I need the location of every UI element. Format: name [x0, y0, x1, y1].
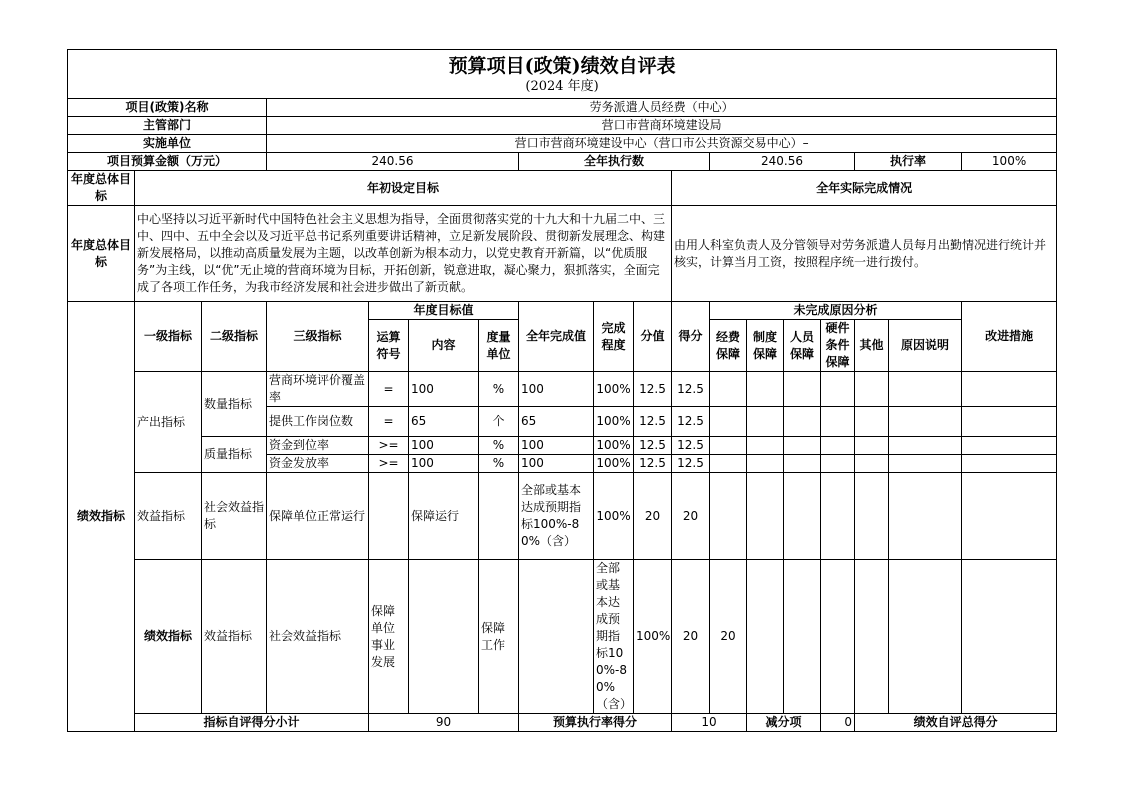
indicator-points: 12.5: [634, 437, 672, 455]
full-year-value-header: 全年完成值: [519, 302, 594, 372]
rate-label: 执行率: [855, 153, 962, 171]
indicator-completion: 100%: [594, 437, 634, 455]
indicator-unit: %: [479, 455, 519, 473]
indicator-points: 12.5: [634, 455, 672, 473]
benefit-label-2: 效益指标: [202, 560, 267, 714]
level2-header: 二级指标: [202, 302, 267, 372]
goals-header-label: 年度总体目标: [68, 171, 135, 206]
subtotal-value: 90: [369, 714, 519, 732]
indicator-score: 12.5: [672, 437, 710, 455]
system-header: 制度保障: [747, 320, 784, 372]
indicator-content: 100: [409, 437, 479, 455]
indicator-value: 全部或基本达成预期指标100%-80%（含）: [519, 473, 594, 560]
indicator-completion: 100%: [594, 407, 634, 437]
points-header: 分值: [634, 302, 672, 372]
department-value: 营口市营商环境建设局: [267, 117, 1057, 135]
indicator-value: 100: [519, 455, 594, 473]
project-name-value: 劳务派遣人员经费（中心）: [267, 99, 1057, 117]
executed-value: 240.56: [710, 153, 855, 171]
indicator-operator: >=: [369, 437, 409, 455]
social-benefit-label-2: 社会效益指标: [267, 560, 369, 714]
indicator-content: 保障运行: [409, 473, 479, 560]
quality-label: 质量指标: [202, 437, 267, 473]
budget-label: 项目预算金额（万元）: [68, 153, 267, 171]
operator-header: 运算符号: [369, 320, 409, 372]
deduct-value: 0: [821, 714, 855, 732]
content-header: 内容: [409, 320, 479, 372]
title-block: [68, 50, 1057, 99]
indicator-score: 20: [672, 473, 710, 560]
indicator-operator: =: [369, 372, 409, 407]
executed-label: 全年执行数: [519, 153, 710, 171]
unit-value: 营口市营商环境建设中心（营口市公共资源交易中心）–: [267, 135, 1057, 153]
budget-score-label: 预算执行率得分: [519, 714, 672, 732]
rate-value: 100%: [962, 153, 1057, 171]
project-name-label: 项目(政策)名称: [68, 99, 267, 117]
indicator-operator: =: [369, 407, 409, 437]
incomplete-header: 未完成原因分析: [710, 302, 962, 320]
indicator-score: 12.5: [672, 407, 710, 437]
level3-header: 三级指标: [267, 302, 369, 372]
indicator-operator: >=: [369, 455, 409, 473]
page-subtitle: (2024 年度): [525, 79, 599, 94]
indicator-name: 营商环境评价覆盖率: [267, 372, 369, 407]
indicator-content: 保障工作: [479, 560, 519, 714]
evaluation-sheet: [67, 49, 1056, 732]
budget-score-value: 10: [672, 714, 747, 732]
perf-indicators-label: 绩效指标: [68, 302, 135, 732]
perf-indicators-label-2: 绩效指标: [135, 560, 202, 714]
initial-goal-text: 中心坚持以习近平新时代中国特色社会主义思想为指导，全面贯彻落实党的十九大和十九届二中、三中、四中、五中全会以及习近平总书记系列重要讲话精神，立足新发展阶段、贯彻新发展理念、构建新发展格局，以推动高质量发展为主题，以改革创新为根本动力，以党史教育开新篇，以“优质服务”为主线，以“优”无止境的营商环境为目标，开拓创新，锐意进取，凝心聚力，狠抓落实，全面完成了各项工作任务，为我市经济发展和社会进步做出了新贡献。: [135, 206, 672, 302]
other-header: 其他: [855, 320, 889, 372]
indicator-name: 资金发放率: [267, 455, 369, 473]
page-title: 预算项目(政策)绩效自评表: [448, 55, 676, 77]
indicator-points: 20: [672, 560, 710, 714]
indicator-unit: 个: [479, 407, 519, 437]
personnel-header: 人员保障: [784, 320, 821, 372]
indicator-name: 资金到位率: [267, 437, 369, 455]
indicator-completion: 100%: [594, 473, 634, 560]
indicator-unit: %: [479, 437, 519, 455]
indicator-unit: %: [479, 372, 519, 407]
indicator-name: 提供工作岗位数: [267, 407, 369, 437]
indicator-points: 12.5: [634, 407, 672, 437]
deduct-label: 减分项: [747, 714, 821, 732]
output-label: 产出指标: [135, 372, 202, 473]
indicator-name: 保障单位正常运行: [267, 473, 369, 560]
evaluation-table: [67, 49, 1057, 732]
indicator-score: 12.5: [672, 372, 710, 407]
level1-header: 一级指标: [135, 302, 202, 372]
initial-goal-label: 年初设定目标: [135, 171, 672, 206]
funding-header: 经费保障: [710, 320, 747, 372]
indicator-content: 65: [409, 407, 479, 437]
budget-value: 240.56: [267, 153, 519, 171]
total-label: 绩效自评总得分: [855, 714, 1057, 732]
indicator-score: 12.5: [672, 455, 710, 473]
indicator-value: 100: [519, 372, 594, 407]
indicator-completion: 100%: [634, 560, 672, 714]
benefit-label: 效益指标: [135, 473, 202, 560]
quantity-label: 数量指标: [202, 372, 267, 437]
indicator-completion: 100%: [594, 455, 634, 473]
indicator-completion: 100%: [594, 372, 634, 407]
indicator-score: 20: [710, 560, 747, 714]
improve-header: 改进措施: [962, 302, 1057, 372]
indicator-content: 100: [409, 372, 479, 407]
indicator-value: 全部或基本达成预期指标100%-80%（含）: [594, 560, 634, 714]
indicator-points: 12.5: [634, 372, 672, 407]
indicator-value: 100: [519, 437, 594, 455]
indicator-content: 100: [409, 455, 479, 473]
subtotal-label: 指标自评得分小计: [135, 714, 369, 732]
score-header: 得分: [672, 302, 710, 372]
actual-result-label: 全年实际完成情况: [672, 171, 1057, 206]
indicator-name: 保障单位事业发展: [369, 560, 409, 714]
social-benefit-label: 社会效益指标: [202, 473, 267, 560]
hardware-header: 硬件条件保障: [821, 320, 855, 372]
goals-row-label: 年度总体目标: [68, 206, 135, 302]
unit-header: 度量单位: [479, 320, 519, 372]
unit-label: 实施单位: [68, 135, 267, 153]
annual-target-header: 年度目标值: [369, 302, 519, 320]
indicator-points: 20: [634, 473, 672, 560]
completion-header: 完成程度: [594, 302, 634, 372]
reason-header: 原因说明: [889, 320, 962, 372]
department-label: 主管部门: [68, 117, 267, 135]
indicator-value: 65: [519, 407, 594, 437]
actual-result-text: 由用人科室负责人及分管领导对劳务派遣人员每月出勤情况进行统计并核实，计算当月工资，按照程序统一进行拨付。: [672, 206, 1057, 302]
